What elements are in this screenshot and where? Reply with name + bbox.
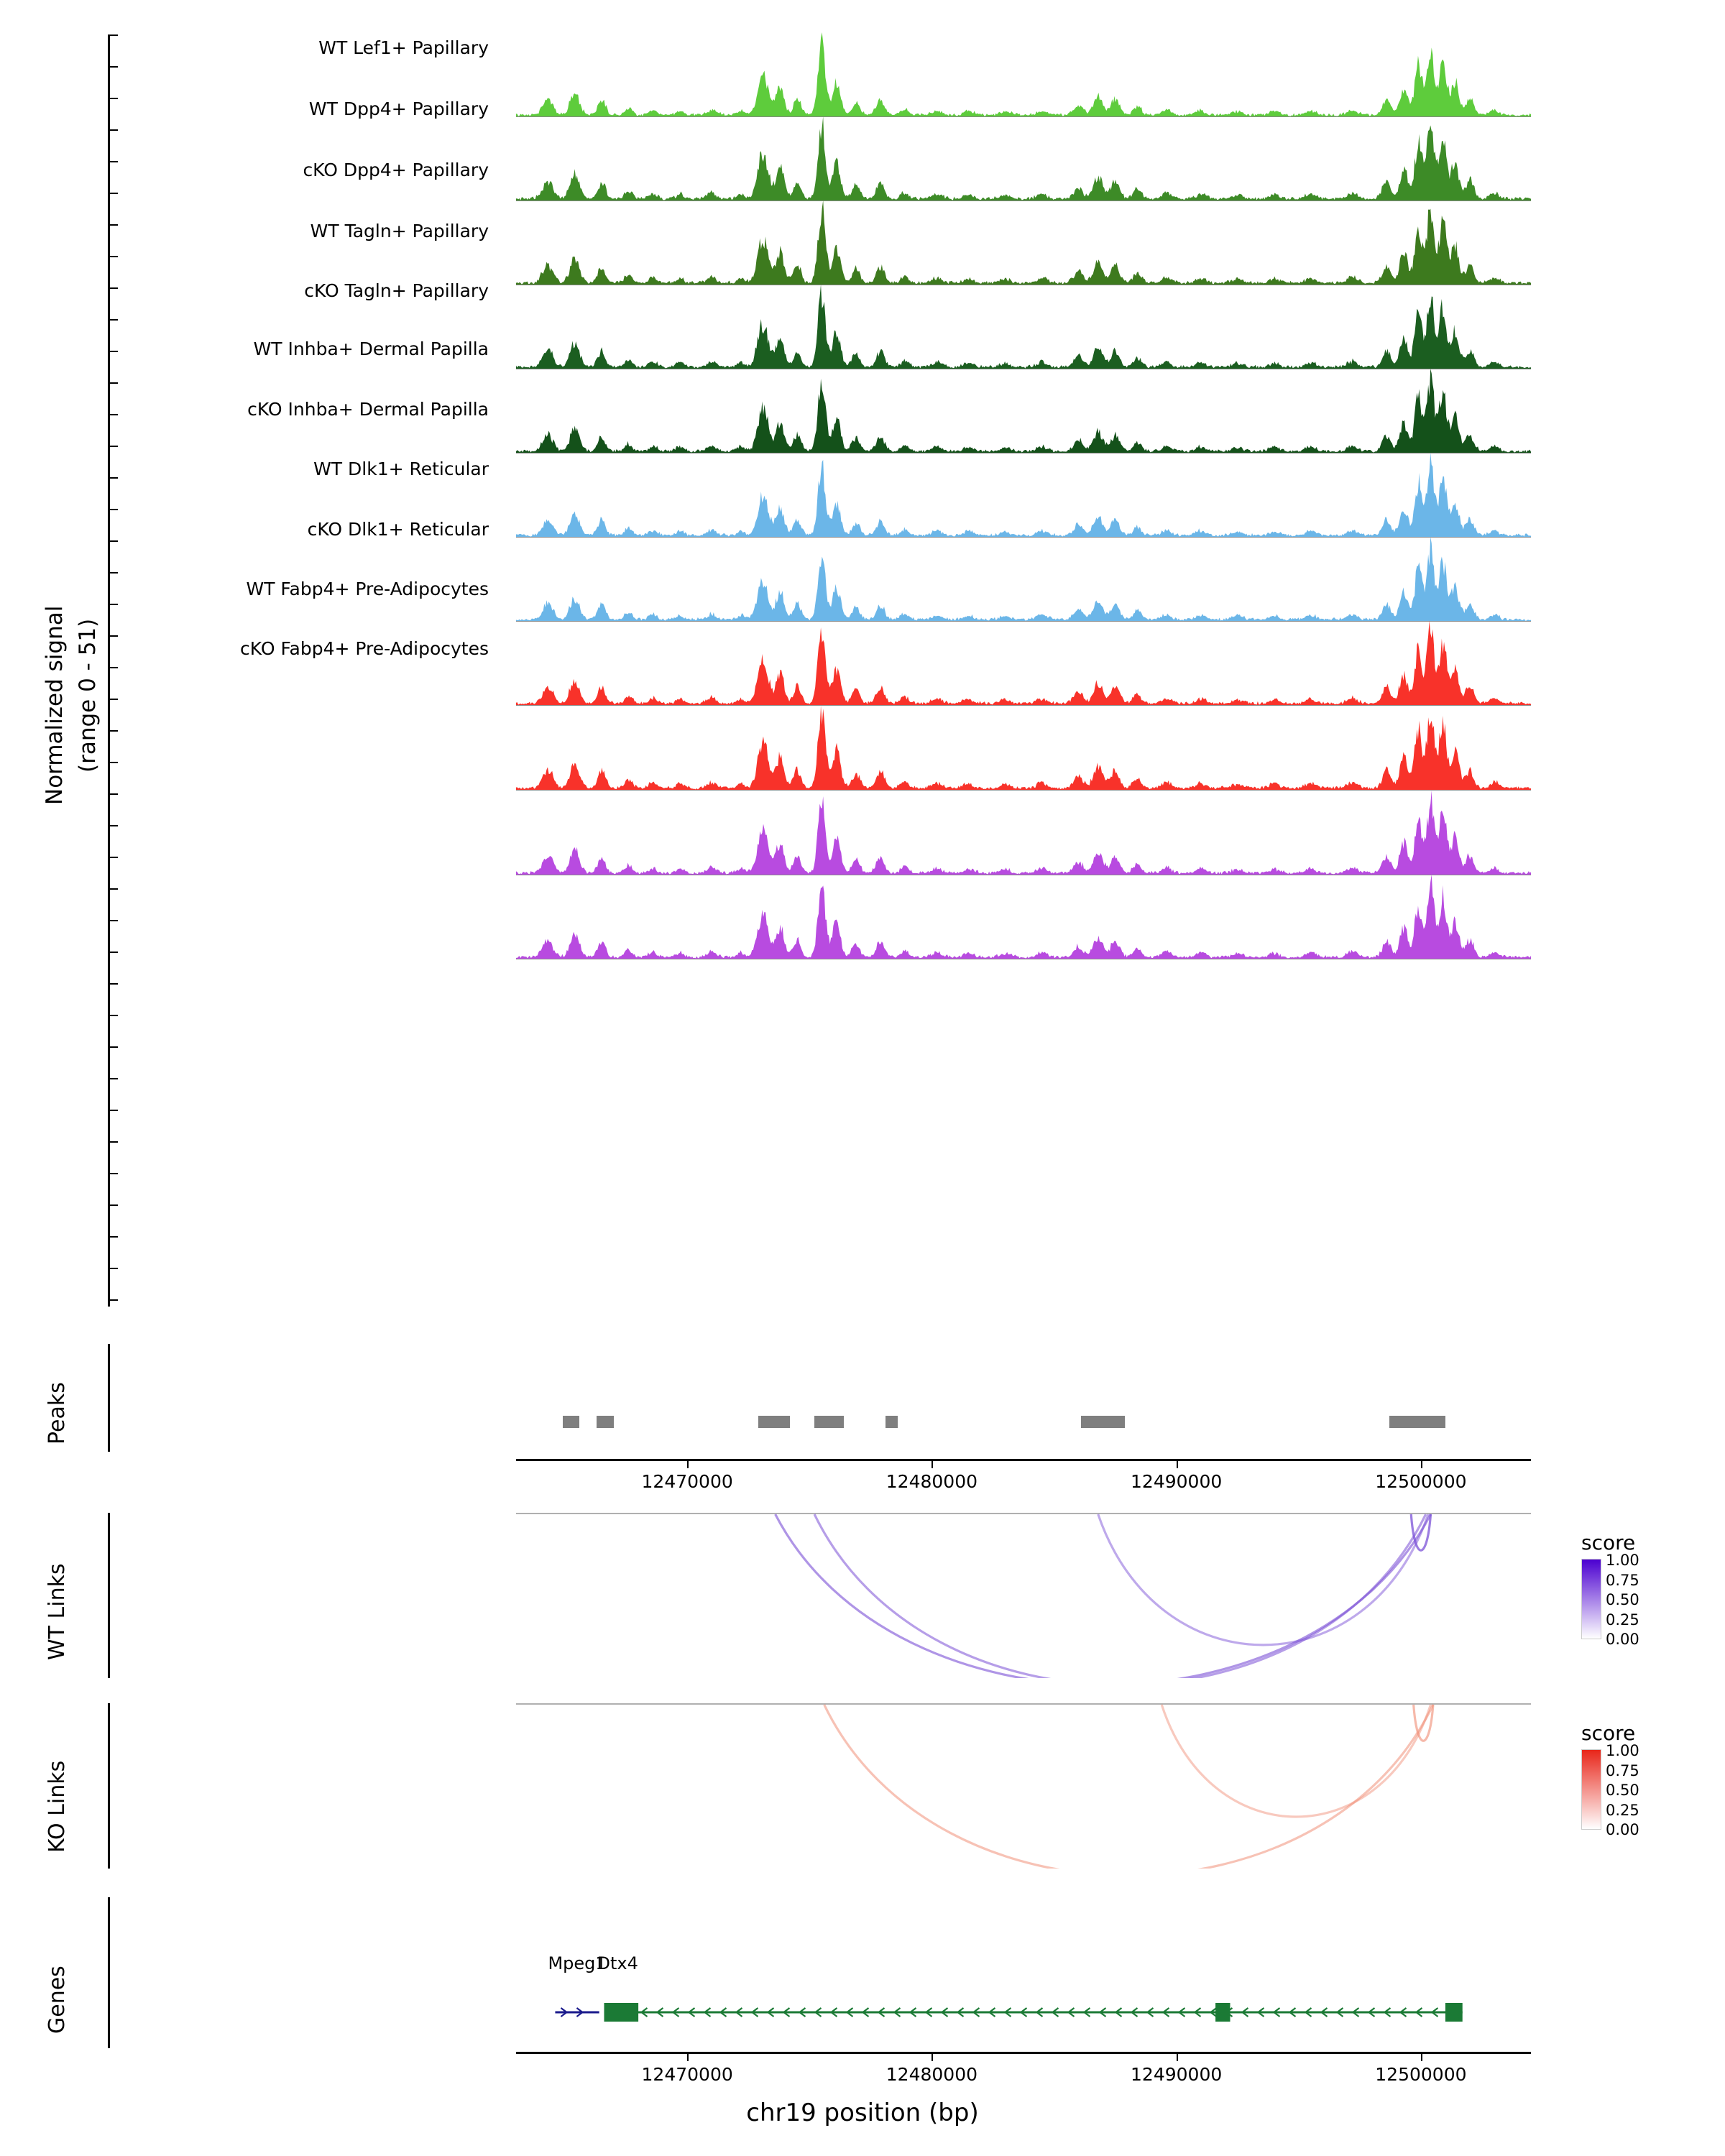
peaks-label-text: Peaks — [45, 1382, 70, 1445]
axis-minor-tick — [108, 699, 118, 700]
peak-region — [1081, 1416, 1125, 1428]
x-axis-tick-label: 12480000 — [886, 2064, 978, 2085]
ko-links-track — [516, 1703, 1531, 1869]
axis-minor-tick — [108, 793, 118, 795]
coverage-track — [516, 285, 1531, 369]
x-axis-title-text: chr19 position (bp) — [746, 2099, 979, 2127]
coverage-track — [516, 706, 1531, 791]
axis-minor-tick — [108, 762, 118, 763]
x-axis-tick-label: 12500000 — [1375, 2064, 1467, 2085]
legend-tick-label: 0.25 — [1606, 1801, 1639, 1819]
axis-minor-tick — [108, 224, 118, 226]
coverage-area — [516, 285, 1531, 369]
axis-minor-tick — [108, 667, 118, 668]
wt-links-legend — [1581, 1531, 1639, 1648]
coverage-track — [516, 116, 1531, 201]
axis-minor-tick — [108, 34, 118, 36]
coverage-area — [516, 201, 1531, 285]
link-arc — [824, 1705, 1433, 1869]
axis-minor-tick — [108, 1110, 118, 1111]
peak-region — [814, 1416, 844, 1428]
legend-tick-label: 0.00 — [1606, 1821, 1639, 1838]
axis-minor-tick — [108, 98, 118, 99]
x-axis-tick — [687, 1461, 689, 1468]
track-label-text: WT Inhba+ Dermal Papilla — [253, 338, 489, 359]
axis-minor-tick — [108, 66, 118, 68]
track-label — [129, 37, 489, 58]
coverage-area — [516, 32, 1531, 117]
x-axis-tick-label: 12470000 — [641, 1471, 733, 1492]
legend-tick-label: 0.75 — [1606, 1761, 1639, 1779]
axis-minor-tick — [108, 414, 118, 415]
wt-links-panel-label — [45, 1563, 70, 1660]
wt-links-axis-rule — [108, 1513, 110, 1678]
track-label — [129, 221, 489, 241]
wt-legend-colorbar — [1581, 1559, 1601, 1639]
coverage-track — [516, 537, 1531, 622]
gene-exon — [604, 2003, 638, 2022]
peaks-track — [516, 1344, 1531, 1452]
coverage-track — [516, 369, 1531, 453]
axis-minor-tick — [108, 825, 118, 826]
x-axis-tick — [1421, 1461, 1422, 1468]
peak-region — [597, 1416, 614, 1428]
peak-region — [886, 1416, 898, 1428]
axis-minor-tick — [108, 129, 118, 131]
axis-minor-tick — [108, 1141, 118, 1143]
x-axis-tick — [1177, 1461, 1178, 1468]
axis-minor-tick — [108, 983, 118, 985]
legend-tick-label: 0.25 — [1606, 1611, 1639, 1628]
coverage-area — [516, 875, 1531, 959]
x-axis-tick — [932, 2054, 933, 2061]
gene-name-label: Dtx4 — [597, 1953, 638, 1973]
x-axis-title — [0, 2099, 1725, 2127]
axis-minor-tick — [108, 446, 118, 447]
x-axis-tick — [687, 2054, 689, 2061]
axis-ticks-top — [516, 1461, 1531, 1494]
axis-minor-tick — [108, 1299, 118, 1301]
coverage-track — [516, 453, 1531, 538]
coverage-area — [516, 791, 1531, 875]
axis-minor-tick — [108, 604, 118, 605]
gene-name-label: Mpeg1 — [548, 1953, 607, 1973]
genes-label-text: Genes — [45, 1966, 70, 2034]
x-axis-tick — [1421, 2054, 1422, 2061]
coverage-area — [516, 537, 1531, 622]
track-label — [129, 579, 489, 599]
link-arc — [1098, 1514, 1428, 1645]
coverage-area — [516, 116, 1531, 201]
track-label — [129, 280, 489, 301]
track-label-text: cKO Dlk1+ Reticular — [307, 519, 489, 540]
axis-minor-tick — [108, 540, 118, 542]
coverage-area — [516, 706, 1531, 791]
wt-links-track — [516, 1513, 1531, 1678]
track-label — [129, 338, 489, 359]
axis-minor-tick — [108, 1268, 118, 1269]
link-arc — [814, 1514, 1426, 1678]
links-svg — [516, 1703, 1531, 1869]
axis-minor-tick — [108, 1173, 118, 1174]
axis-minor-tick — [108, 509, 118, 510]
legend-tick-label: 1.00 — [1606, 1552, 1639, 1569]
track-label-text: cKO Dpp4+ Papillary — [303, 160, 489, 180]
legend-tick-label: 1.00 — [1606, 1742, 1639, 1759]
ko-links-legend — [1581, 1721, 1639, 1838]
track-label-text: WT Dpp4+ Papillary — [308, 98, 489, 119]
axis-minor-tick — [108, 193, 118, 194]
coverage-track — [516, 875, 1531, 959]
axis-minor-tick — [108, 1046, 118, 1048]
axis-minor-tick — [108, 730, 118, 732]
track-label — [129, 459, 489, 479]
track-label — [129, 98, 489, 119]
genes-axis-rule — [108, 1897, 110, 2048]
x-axis-tick — [932, 1461, 933, 1468]
coverage-track — [516, 32, 1531, 117]
y-axis-range-text: (range 0 - 51) — [75, 618, 101, 773]
coverage-area — [516, 453, 1531, 538]
axis-minor-tick — [108, 1078, 118, 1079]
axis-minor-tick — [108, 351, 118, 352]
legend-tick-label: 0.75 — [1606, 1571, 1639, 1589]
axis-minor-tick — [108, 635, 118, 637]
track-label-text: cKO Inhba+ Dermal Papilla — [247, 399, 489, 420]
axis-ticks-bottom — [516, 2054, 1531, 2087]
ko-links-panel-label — [45, 1761, 70, 1853]
axis-minor-tick — [108, 1015, 118, 1016]
track-label-text: cKO Fabp4+ Pre-Adipocytes — [240, 638, 489, 659]
track-label — [129, 519, 489, 540]
wt-links-label-text: WT Links — [45, 1563, 70, 1660]
y-axis-label-line2 — [75, 619, 101, 773]
axis-minor-tick — [108, 952, 118, 953]
x-axis-tick-label: 12500000 — [1375, 1471, 1467, 1492]
x-axis-tick-label: 12480000 — [886, 1471, 978, 1492]
axis-minor-tick — [108, 287, 118, 289]
track-label — [129, 399, 489, 420]
axis-minor-tick — [108, 382, 118, 384]
coverage-track — [516, 621, 1531, 706]
x-axis-tick — [1177, 2054, 1178, 2061]
coverage-area — [516, 369, 1531, 453]
legend-tick-label: 0.00 — [1606, 1631, 1639, 1648]
coverage-track — [516, 791, 1531, 875]
axis-minor-tick — [108, 572, 118, 573]
track-label-text: WT Fabp4+ Pre-Adipocytes — [246, 579, 489, 599]
peaks-panel-label — [45, 1382, 70, 1445]
x-axis-tick-label: 12490000 — [1131, 2064, 1223, 2085]
peak-region — [758, 1416, 790, 1428]
link-arc — [1162, 1705, 1430, 1817]
x-axis-tick-label: 12490000 — [1131, 1471, 1223, 1492]
peaks-axis-rule — [108, 1344, 110, 1452]
y-axis-label-text: Normalized signal — [42, 605, 68, 805]
coverage-area — [516, 621, 1531, 706]
track-label — [129, 160, 489, 180]
axis-minor-tick — [108, 1236, 118, 1238]
peak-region — [1389, 1416, 1445, 1428]
track-label-text: WT Dlk1+ Reticular — [313, 459, 489, 479]
gene-exon — [1445, 2003, 1463, 2022]
legend-tick-label: 0.50 — [1606, 1591, 1639, 1608]
axis-minor-tick — [108, 477, 118, 479]
axis-minor-tick — [108, 920, 118, 921]
ko-legend-title: score — [1581, 1721, 1636, 1745]
ko-links-label-text: KO Links — [45, 1760, 70, 1853]
axis-minor-tick — [108, 857, 118, 858]
track-label-text: cKO Tagln+ Papillary — [304, 280, 489, 301]
ko-legend-colorbar — [1581, 1749, 1601, 1830]
axis-minor-tick — [108, 319, 118, 321]
axis-minor-tick — [108, 161, 118, 162]
peak-region — [563, 1416, 580, 1428]
track-label-text: WT Lef1+ Papillary — [318, 37, 489, 58]
links-svg — [516, 1513, 1531, 1678]
y-axis-label-line1 — [42, 606, 68, 805]
legend-tick-label: 0.50 — [1606, 1782, 1639, 1799]
x-axis-tick-label: 12470000 — [641, 2064, 733, 2085]
genes-panel-label — [45, 1966, 70, 2034]
gene-exon — [1215, 2003, 1230, 2022]
coverage-track — [516, 201, 1531, 285]
ko-links-axis-rule — [108, 1703, 110, 1869]
axis-minor-tick — [108, 1204, 118, 1206]
gene-model[interactable] — [516, 1897, 1531, 2048]
axis-minor-tick — [108, 888, 118, 890]
axis-minor-tick — [108, 256, 118, 257]
track-label — [129, 638, 489, 659]
track-label-text: WT Tagln+ Papillary — [310, 221, 489, 241]
genes-track — [516, 1897, 1531, 2048]
wt-legend-title: score — [1581, 1531, 1636, 1554]
